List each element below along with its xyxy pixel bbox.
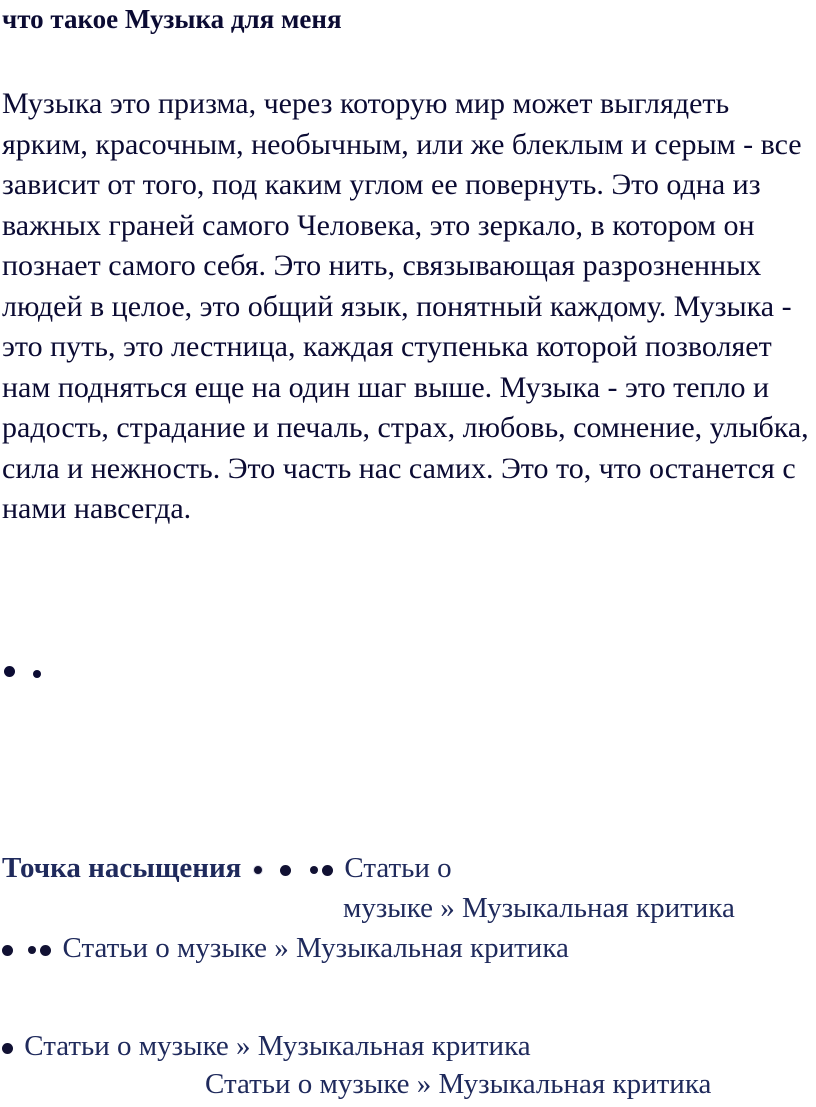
breadcrumb-link[interactable]: Статьи о музыке » Музыкальная критика xyxy=(205,1068,712,1100)
bullet-dot xyxy=(4,666,15,677)
bullet-dot xyxy=(2,1043,13,1054)
footer-row-2 xyxy=(2,932,569,965)
bullet-dot xyxy=(40,945,51,956)
breadcrumb-link[interactable]: Статьи о музыке » Музыкальная критика xyxy=(62,932,569,964)
site-name-link[interactable]: Точка насыщения xyxy=(2,852,242,884)
bullet-dot xyxy=(322,865,333,876)
bullet-dot xyxy=(280,865,291,876)
bullet-dot xyxy=(33,670,41,678)
main-paragraph: Музыка это призма, через которую мир может выглядеть ярким, красочным, необычным, или же блеклым и серым - все зависит от того, под каким углом ее повернуть. Это одна из важных граней самого Человека, это зеркало, в котором он познает самого себя. Это нить, связывающая разрозненных людей в целое, это общий язык, понятный каждому. Музыка - это путь, это лестница, каждая ступенька которой позволяет нам подняться еще на один шаг выше. Музыка - это тепло и радость, страдание и печаль, страх, любовь, сомнение, улыбка, сила и нежность. Это часть нас самих. Это то, что останется с нами навсегда. xyxy=(2,87,809,525)
bullet-dot xyxy=(2,945,13,956)
footer-row-1 xyxy=(2,852,452,885)
footer-row-4 xyxy=(205,1068,711,1101)
breadcrumb-link[interactable]: Статьи о xyxy=(344,852,452,884)
footer-row-3 xyxy=(2,1030,531,1063)
breadcrumb-link[interactable]: музыке » Музыкальная критика xyxy=(343,892,735,924)
bullet-dot xyxy=(310,866,318,874)
bullet-dot xyxy=(253,865,263,875)
breadcrumb-link[interactable]: Статьи о музыке » Музыкальная критика xyxy=(24,1030,531,1062)
footer-row-1-cont xyxy=(343,892,735,925)
page-title: что такое Музыка для меня xyxy=(2,4,342,34)
bullet-dot xyxy=(28,946,36,954)
bullet-dots xyxy=(4,652,41,686)
